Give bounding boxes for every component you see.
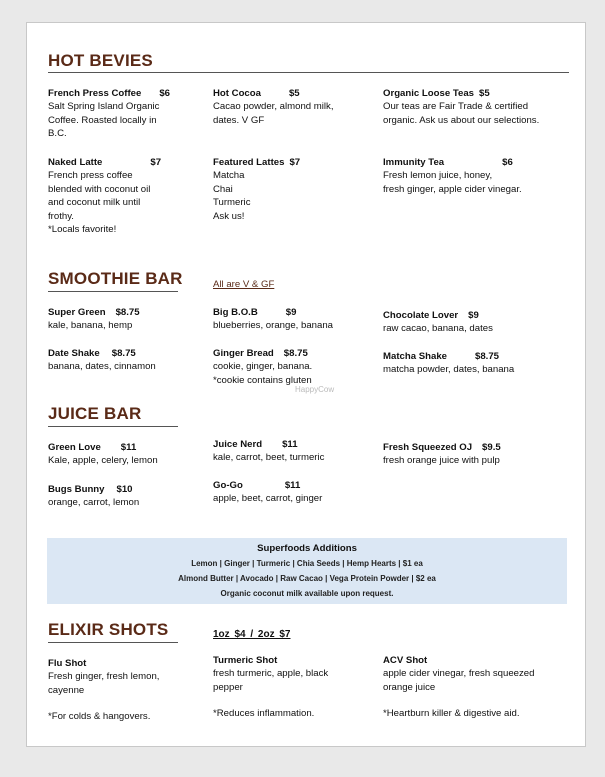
item-price: $7 (150, 157, 162, 168)
item-desc: cookie, ginger, banana. (213, 361, 313, 373)
item-price: $11 (120, 442, 137, 453)
item-name: Matcha Shake (383, 351, 447, 362)
shots-price-note: 1oz $4 / 2oz $7 (213, 629, 291, 640)
menu-item (383, 87, 573, 127)
item-desc: dates. V GF (213, 114, 265, 126)
item-name: Featured Lattes (213, 157, 285, 168)
item-desc: organic. Ask us about our selections. (383, 114, 540, 126)
menu-item (213, 347, 388, 387)
item-desc: apple, beet, carrot, ginger (213, 493, 323, 505)
item-name: Chocolate Lover (383, 310, 459, 321)
superfoods-line: Almond Butter | Avocado | Raw Cacao | Vega Protein Powder | $2 ea (178, 574, 436, 583)
item-price: $8.75 (475, 351, 500, 362)
item-desc: Turmeric (213, 197, 251, 209)
item-desc: Ask us! (213, 210, 245, 222)
item-note: *Reduces inflammation. (213, 708, 315, 720)
item-desc: frothy. (48, 210, 74, 222)
item-name: Immunity Tea (383, 157, 445, 168)
item-desc: Coffee. Roasted locally in (48, 114, 157, 126)
item-name: Green Love (48, 442, 101, 453)
item-name: Go-Go (213, 480, 243, 491)
menu-item (213, 306, 388, 333)
item-price: $10 (116, 484, 133, 495)
menu-item (48, 306, 223, 333)
item-desc: Our teas are Fair Trade & certified (383, 101, 529, 113)
item-name: Ginger Bread (213, 348, 274, 359)
item-desc: B.C. (48, 128, 67, 140)
item-desc: banana, dates, cinnamon (48, 361, 156, 373)
item-desc: Salt Spring Island Organic (48, 101, 160, 113)
item-price: $5 (288, 88, 300, 99)
menu-item (383, 654, 573, 721)
item-name: Naked Latte (48, 157, 103, 168)
item-desc: *cookie contains gluten (213, 374, 312, 386)
juice-bar-rule (48, 426, 178, 427)
item-name: ACV Shot (383, 655, 428, 666)
item-desc: Fresh lemon juice, honey, (383, 170, 493, 182)
item-name: Turmeric Shot (213, 655, 278, 666)
menu-item (48, 87, 223, 141)
item-name: Date Shake (48, 348, 100, 359)
superfoods-line: Lemon | Ginger | Turmeric | Chia Seeds | Hemp Hearts | $1 ea (191, 559, 423, 568)
item-desc: *Locals favorite! (48, 224, 117, 236)
elixir-shots-title: ELIXIR SHOTS (48, 620, 169, 639)
item-desc: Matcha (213, 170, 245, 182)
item-desc: Fresh ginger, fresh lemon, (48, 671, 160, 683)
item-price: $9.5 (482, 442, 501, 453)
item-name: French Press Coffee (48, 88, 142, 99)
item-desc: orange juice (383, 681, 436, 693)
item-price: $9 (285, 307, 297, 318)
watermark-text: HappyCow (295, 385, 335, 394)
item-name: Bugs Bunny (48, 484, 105, 495)
item-desc: raw cacao, banana, dates (383, 323, 493, 335)
menu-item (48, 483, 223, 510)
item-name: Hot Cocoa (213, 88, 261, 99)
item-price: $6 (159, 88, 170, 99)
hot-bevies-title: HOT BEVIES (48, 51, 153, 70)
item-desc: cayenne (48, 684, 85, 696)
item-desc: Kale, apple, celery, lemon (48, 455, 158, 467)
menu-item (383, 156, 573, 196)
item-desc: Chai (213, 183, 233, 195)
item-desc: kale, carrot, beet, turmeric (213, 452, 325, 464)
menu-item (213, 156, 388, 223)
item-desc: pepper (213, 681, 243, 693)
item-name: Organic Loose Teas (383, 88, 474, 99)
menu-item (213, 438, 388, 465)
menu-item (383, 350, 573, 377)
superfoods-box (47, 538, 567, 604)
hot-bevies-rule (48, 72, 569, 73)
menu-item (213, 654, 388, 721)
item-price: $11 (282, 439, 298, 450)
item-desc: Cacao powder, almond milk, (213, 101, 334, 113)
superfoods-line: Organic coconut milk available upon request. (220, 589, 394, 598)
item-note: *For colds & hangovers. (48, 711, 151, 723)
item-name: Big B.O.B (213, 307, 258, 318)
menu-page (26, 22, 586, 747)
menu-item (213, 479, 388, 506)
menu-item (213, 87, 388, 127)
item-desc: French press coffee (48, 170, 133, 182)
item-price: $7 (289, 157, 301, 168)
menu-item (48, 156, 223, 236)
item-desc: blueberries, orange, banana (213, 320, 334, 332)
item-price: $8.75 (111, 348, 136, 359)
item-desc: fresh turmeric, apple, black (213, 668, 329, 680)
menu-item (48, 441, 223, 468)
item-desc: fresh orange juice with pulp (383, 455, 500, 467)
item-name: Flu Shot (48, 658, 87, 669)
item-desc: matcha powder, dates, banana (383, 364, 515, 376)
item-price: $8.75 (115, 307, 140, 318)
menu-item (48, 347, 223, 374)
menu-item (383, 441, 573, 468)
smoothie-bar-title: SMOOTHIE BAR (48, 269, 183, 288)
item-name: Super Green (48, 307, 106, 318)
item-name: Juice Nerd (213, 439, 263, 450)
menu-item (48, 657, 223, 724)
superfoods-title: Superfoods Additions (257, 543, 357, 554)
item-desc: kale, banana, hemp (48, 320, 133, 332)
item-desc: and coconut milk until (48, 197, 141, 209)
item-desc: apple cider vinegar, fresh squeezed (383, 668, 535, 680)
item-price: $8.75 (283, 348, 308, 359)
item-price: $9 (468, 310, 479, 321)
juice-bar-title: JUICE BAR (48, 404, 142, 423)
item-name: Fresh Squeezed OJ (383, 442, 473, 453)
item-price: $11 (284, 480, 301, 491)
item-desc: fresh ginger, apple cider vinegar. (383, 183, 522, 195)
item-desc: orange, carrot, lemon (48, 497, 140, 509)
smoothie-bar-rule (48, 291, 178, 292)
menu-item (383, 309, 573, 336)
elixir-shots-rule (48, 642, 178, 643)
smoothie-note: All are V & GF (213, 279, 275, 290)
item-note: *Heartburn killer & digestive aid. (383, 708, 520, 720)
item-price: $5 (479, 88, 490, 99)
item-desc: blended with coconut oil (48, 183, 151, 195)
item-price: $6 (502, 157, 513, 168)
